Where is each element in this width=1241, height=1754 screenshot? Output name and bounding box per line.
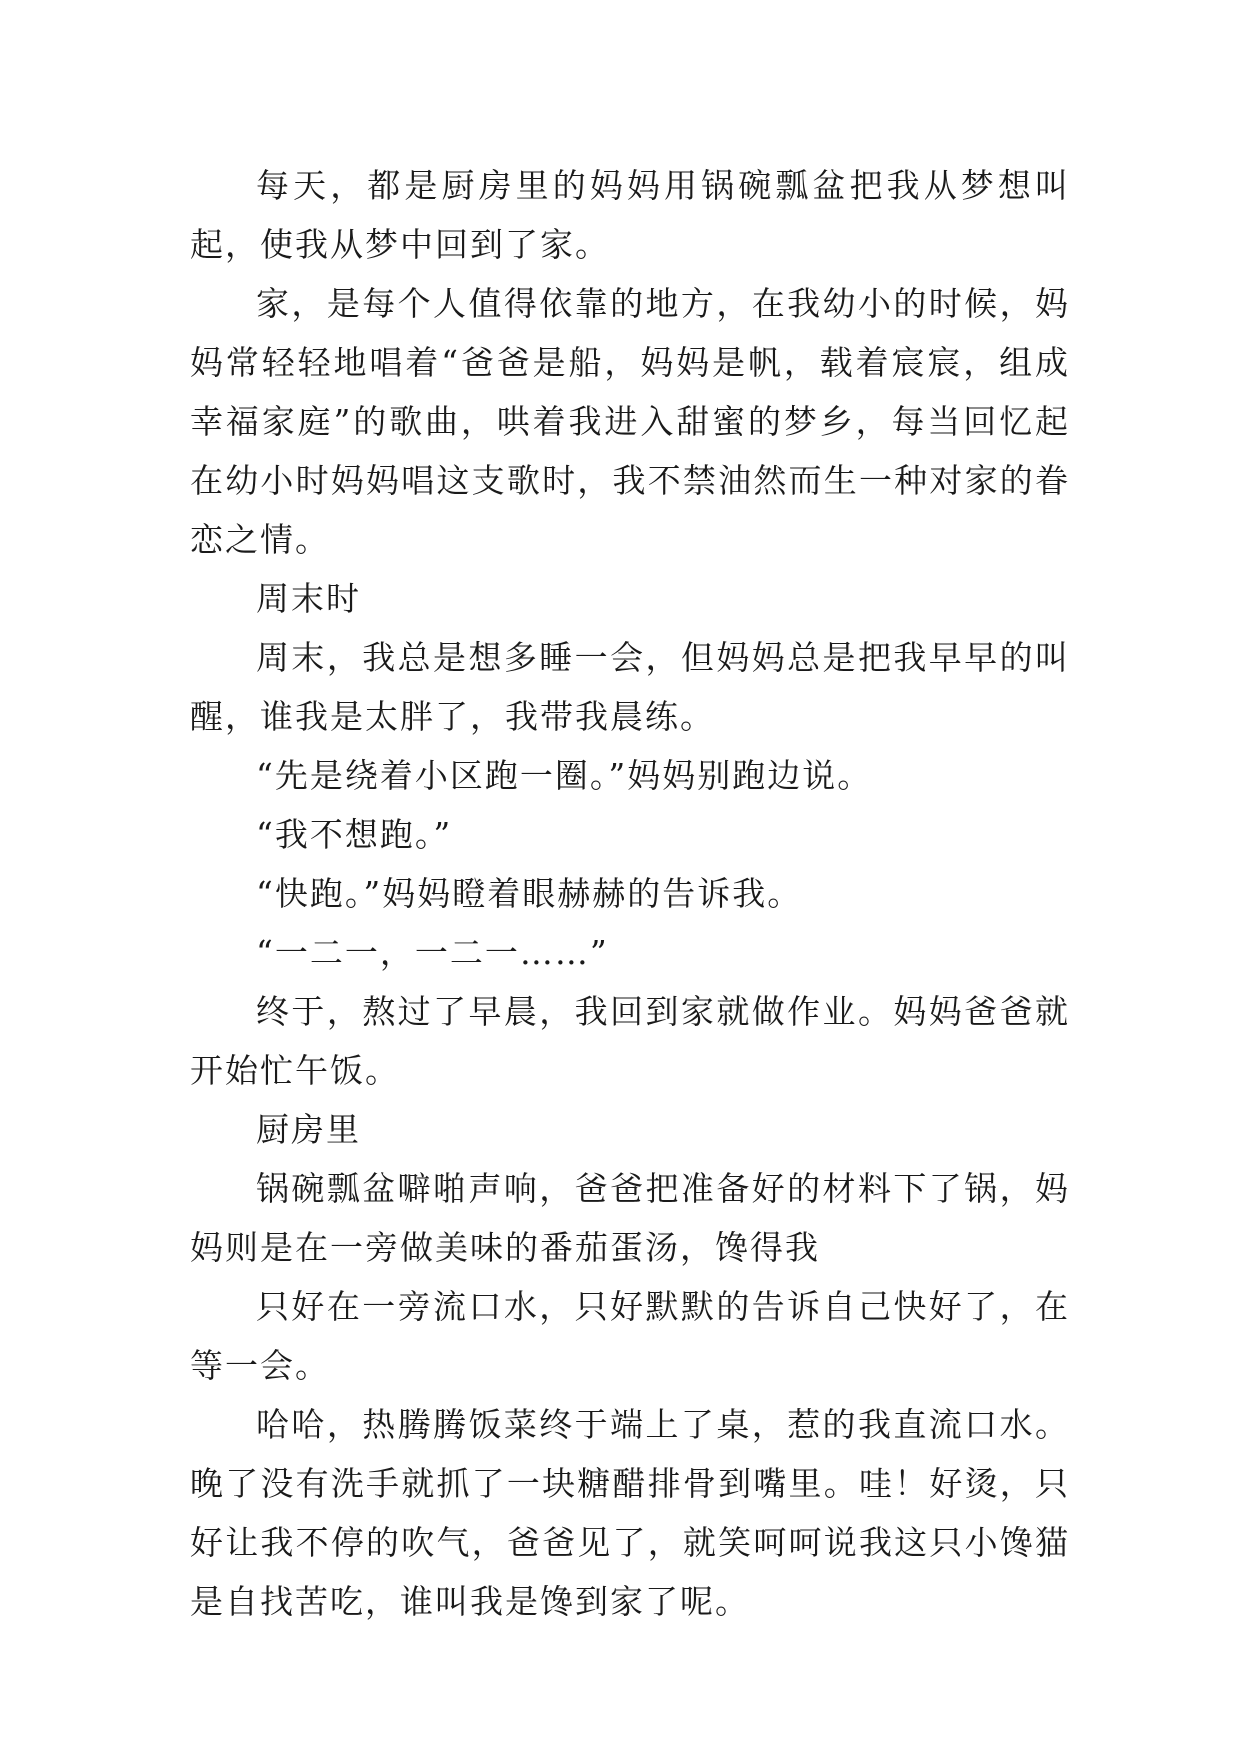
dialogue-line: “我不想跑。” [256, 815, 453, 854]
section-heading: 周末时 [256, 579, 361, 618]
paragraph: 终于，熬过了早晨，我回到家就做作业。妈妈爸爸就开始忙午饭。 [190, 992, 1070, 1090]
paragraph: 周末，我总是想多睡一会，但妈妈总是把我早早的叫醒，谁我是太胖了，我带我晨练。 [190, 638, 1070, 736]
paragraph: 锅碗瓢盆噼啪声响，爸爸把准备好的材料下了锅，妈妈则是在一旁做美味的番茄蛋汤，馋得我 [190, 1169, 1070, 1267]
paragraph: 家，是每个人值得依靠的地方，在我幼小的时候，妈妈常轻轻地唱着“爸爸是船，妈妈是帆，载着宸宸，组成幸福家庭”的歌曲，哄着我进入甜蜜的梦乡，每当回忆起在幼小时妈妈唱这支歌时，我不禁油然而生一种对家的眷恋之情。 [190, 284, 1070, 559]
paragraph: 哈哈，热腾腾饭菜终于端上了桌，惹的我直流口水。晚了没有洗手就抓了一块糖醋排骨到嘴里。哇！好烫，只好让我不停的吹气，爸爸见了，就笑呵呵说我这只小馋猫是自找苦吃，谁叫我是馋到家了呢。 [190, 1405, 1070, 1621]
paragraph: 每天，都是厨房里的妈妈用锅碗瓢盆把我从梦想叫起，使我从梦中回到了家。 [190, 166, 1070, 264]
essay-body [190, 156, 1070, 1631]
dialogue-line: “一二一，一二一……” [256, 933, 609, 972]
dialogue-line: “快跑。”妈妈瞪着眼赫赫的告诉我。 [256, 874, 803, 913]
section-heading: 厨房里 [256, 1110, 361, 1149]
paragraph: 只好在一旁流口水，只好默默的告诉自己快好了，在等一会。 [190, 1287, 1070, 1385]
dialogue-line: “先是绕着小区跑一圈。”妈妈别跑边说。 [256, 756, 873, 795]
